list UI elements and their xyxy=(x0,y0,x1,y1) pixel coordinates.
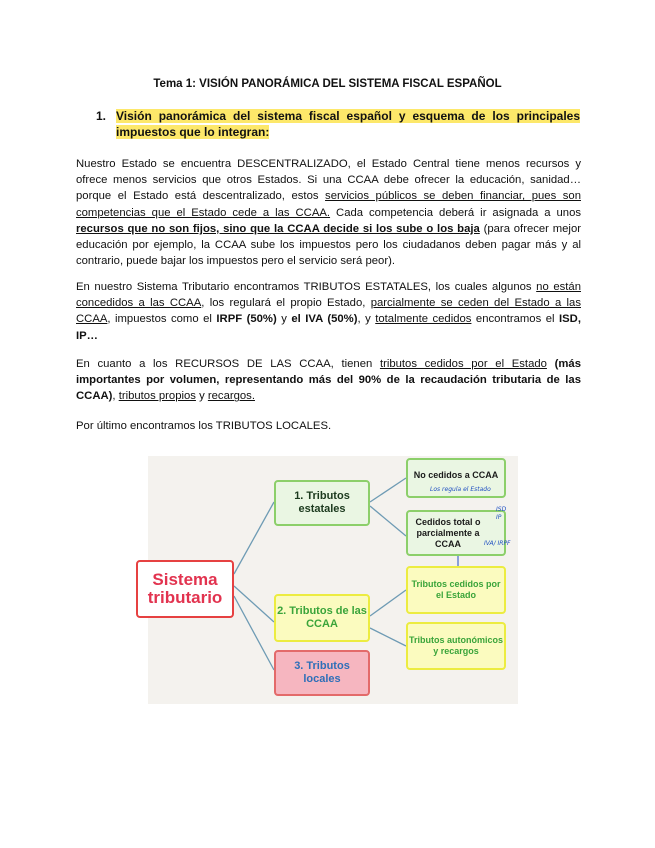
handwritten-note-regula: Los regula el Estado xyxy=(430,486,491,493)
connector-ccaa-autonomicos xyxy=(370,628,406,646)
text-run: , xyxy=(112,390,119,403)
node-sistema-tributario: Sistema tributario xyxy=(136,560,234,618)
leaf-cedidos-total-parcial: Cedidos total o parcialmente a CCAA xyxy=(406,510,506,556)
connector-root-ccaa xyxy=(234,586,274,622)
connector-estatales-cedidos xyxy=(370,506,406,536)
text-run: encontramos el xyxy=(471,313,559,326)
underlined-text: tributos cedidos por el Estado xyxy=(379,358,547,370)
handwritten-note-iva-irpf: IVA/ IRPF xyxy=(484,540,511,547)
node-tributos-locales: 3. Tributos locales xyxy=(274,650,370,696)
text-run: , impuestos como el xyxy=(107,313,217,326)
text-run: y xyxy=(276,313,292,326)
leaf-tributos-cedidos-estado: Tributos cedidos por el Estado xyxy=(406,566,506,614)
section-number: 1. xyxy=(96,109,107,123)
text-run xyxy=(547,358,555,370)
text-run: (para ofrecer mejor educación por ejemplo, la CCAA sube los impuestos pero los ciudadanos deben pagar más y al contrario, puede bajar los impuestos pero el servicio será peor). xyxy=(76,222,581,268)
tax-system-diagram xyxy=(148,456,518,704)
connector-root-estatales xyxy=(234,502,274,574)
text-run: Nuestro Estado se encuentra DESCENTRALIZADO, el Estado Central tiene menos recursos y ofrece menos servicios que otros Estados. Si una CCAA debe ofrecer la educación, sanidad… porque el Estado está descentralizado, estos xyxy=(76,158,581,203)
underlined-text: servicios públicos se deben financiar, pues son competencias que el Estado cede a las CCAA. xyxy=(76,190,581,219)
bold-text: el IVA (50%) xyxy=(291,313,358,326)
text-run: En cuanto a los RECURSOS DE LAS CCAA, tienen xyxy=(76,358,380,370)
paragraph-recursos-ccaa xyxy=(76,356,581,405)
paragraph-tributos-estatales xyxy=(76,279,581,344)
document-title: Tema 1: VISIÓN PANORÁMICA DEL SISTEMA FISCAL ESPAÑOL xyxy=(153,78,502,90)
underlined-text: no están concedidos a las CCAA xyxy=(76,281,581,310)
bold-text: ISD, IP… xyxy=(76,313,581,342)
leaf-no-cedidos: No cedidos a CCAA xyxy=(406,458,506,498)
text-run: y xyxy=(195,390,208,403)
text-run: En nuestro Sistema Tributario encontramos TRIBUTOS ESTATALES, los cuales algunos xyxy=(76,281,537,293)
connector-root-locales xyxy=(234,596,274,670)
connector-ccaa-cedidos-estado xyxy=(370,590,406,616)
text-run: , y xyxy=(357,313,376,326)
bold-text: (más importantes por volumen, representando más del 90% de la recaudación tributaria de las CCAA) xyxy=(76,358,581,403)
handwritten-note-isd: ISD xyxy=(496,506,507,513)
underlined-text: parcialmente se ceden del Estado a las CCAA xyxy=(76,297,581,326)
bold-text: IRPF (50%) xyxy=(216,313,277,326)
leaf-tributos-autonomicos: Tributos autonómicos y recargos xyxy=(406,622,506,670)
section-heading xyxy=(96,108,580,140)
bold-underlined-text: recursos que no son fijos, sino que la CCAA decide si los sube o los baja xyxy=(76,222,480,235)
text-run: , los regulará el propio Estado, xyxy=(201,297,371,310)
paragraph-descentralizado xyxy=(76,156,581,269)
section-heading-text: Visión panorámica del sistema fiscal español y esquema de los principales impuestos que lo integran: xyxy=(116,109,580,139)
handwritten-note-ip: IP xyxy=(496,514,502,521)
connector-estatales-nocedidos xyxy=(370,478,406,502)
node-tributos-estatales: 1. Tributos estatales xyxy=(274,480,370,526)
node-tributos-ccaa: 2. Tributos de las CCAA xyxy=(274,594,370,642)
underlined-text: tributos propios xyxy=(118,390,196,403)
paragraph-tributos-locales: Por último encontramos los TRIBUTOS LOCALES. xyxy=(76,420,332,432)
underlined-text: recargos. xyxy=(207,390,255,403)
underlined-text: totalmente cedidos xyxy=(375,313,472,326)
text-run: Cada competencia deberá ir asignada a unos xyxy=(330,206,581,219)
